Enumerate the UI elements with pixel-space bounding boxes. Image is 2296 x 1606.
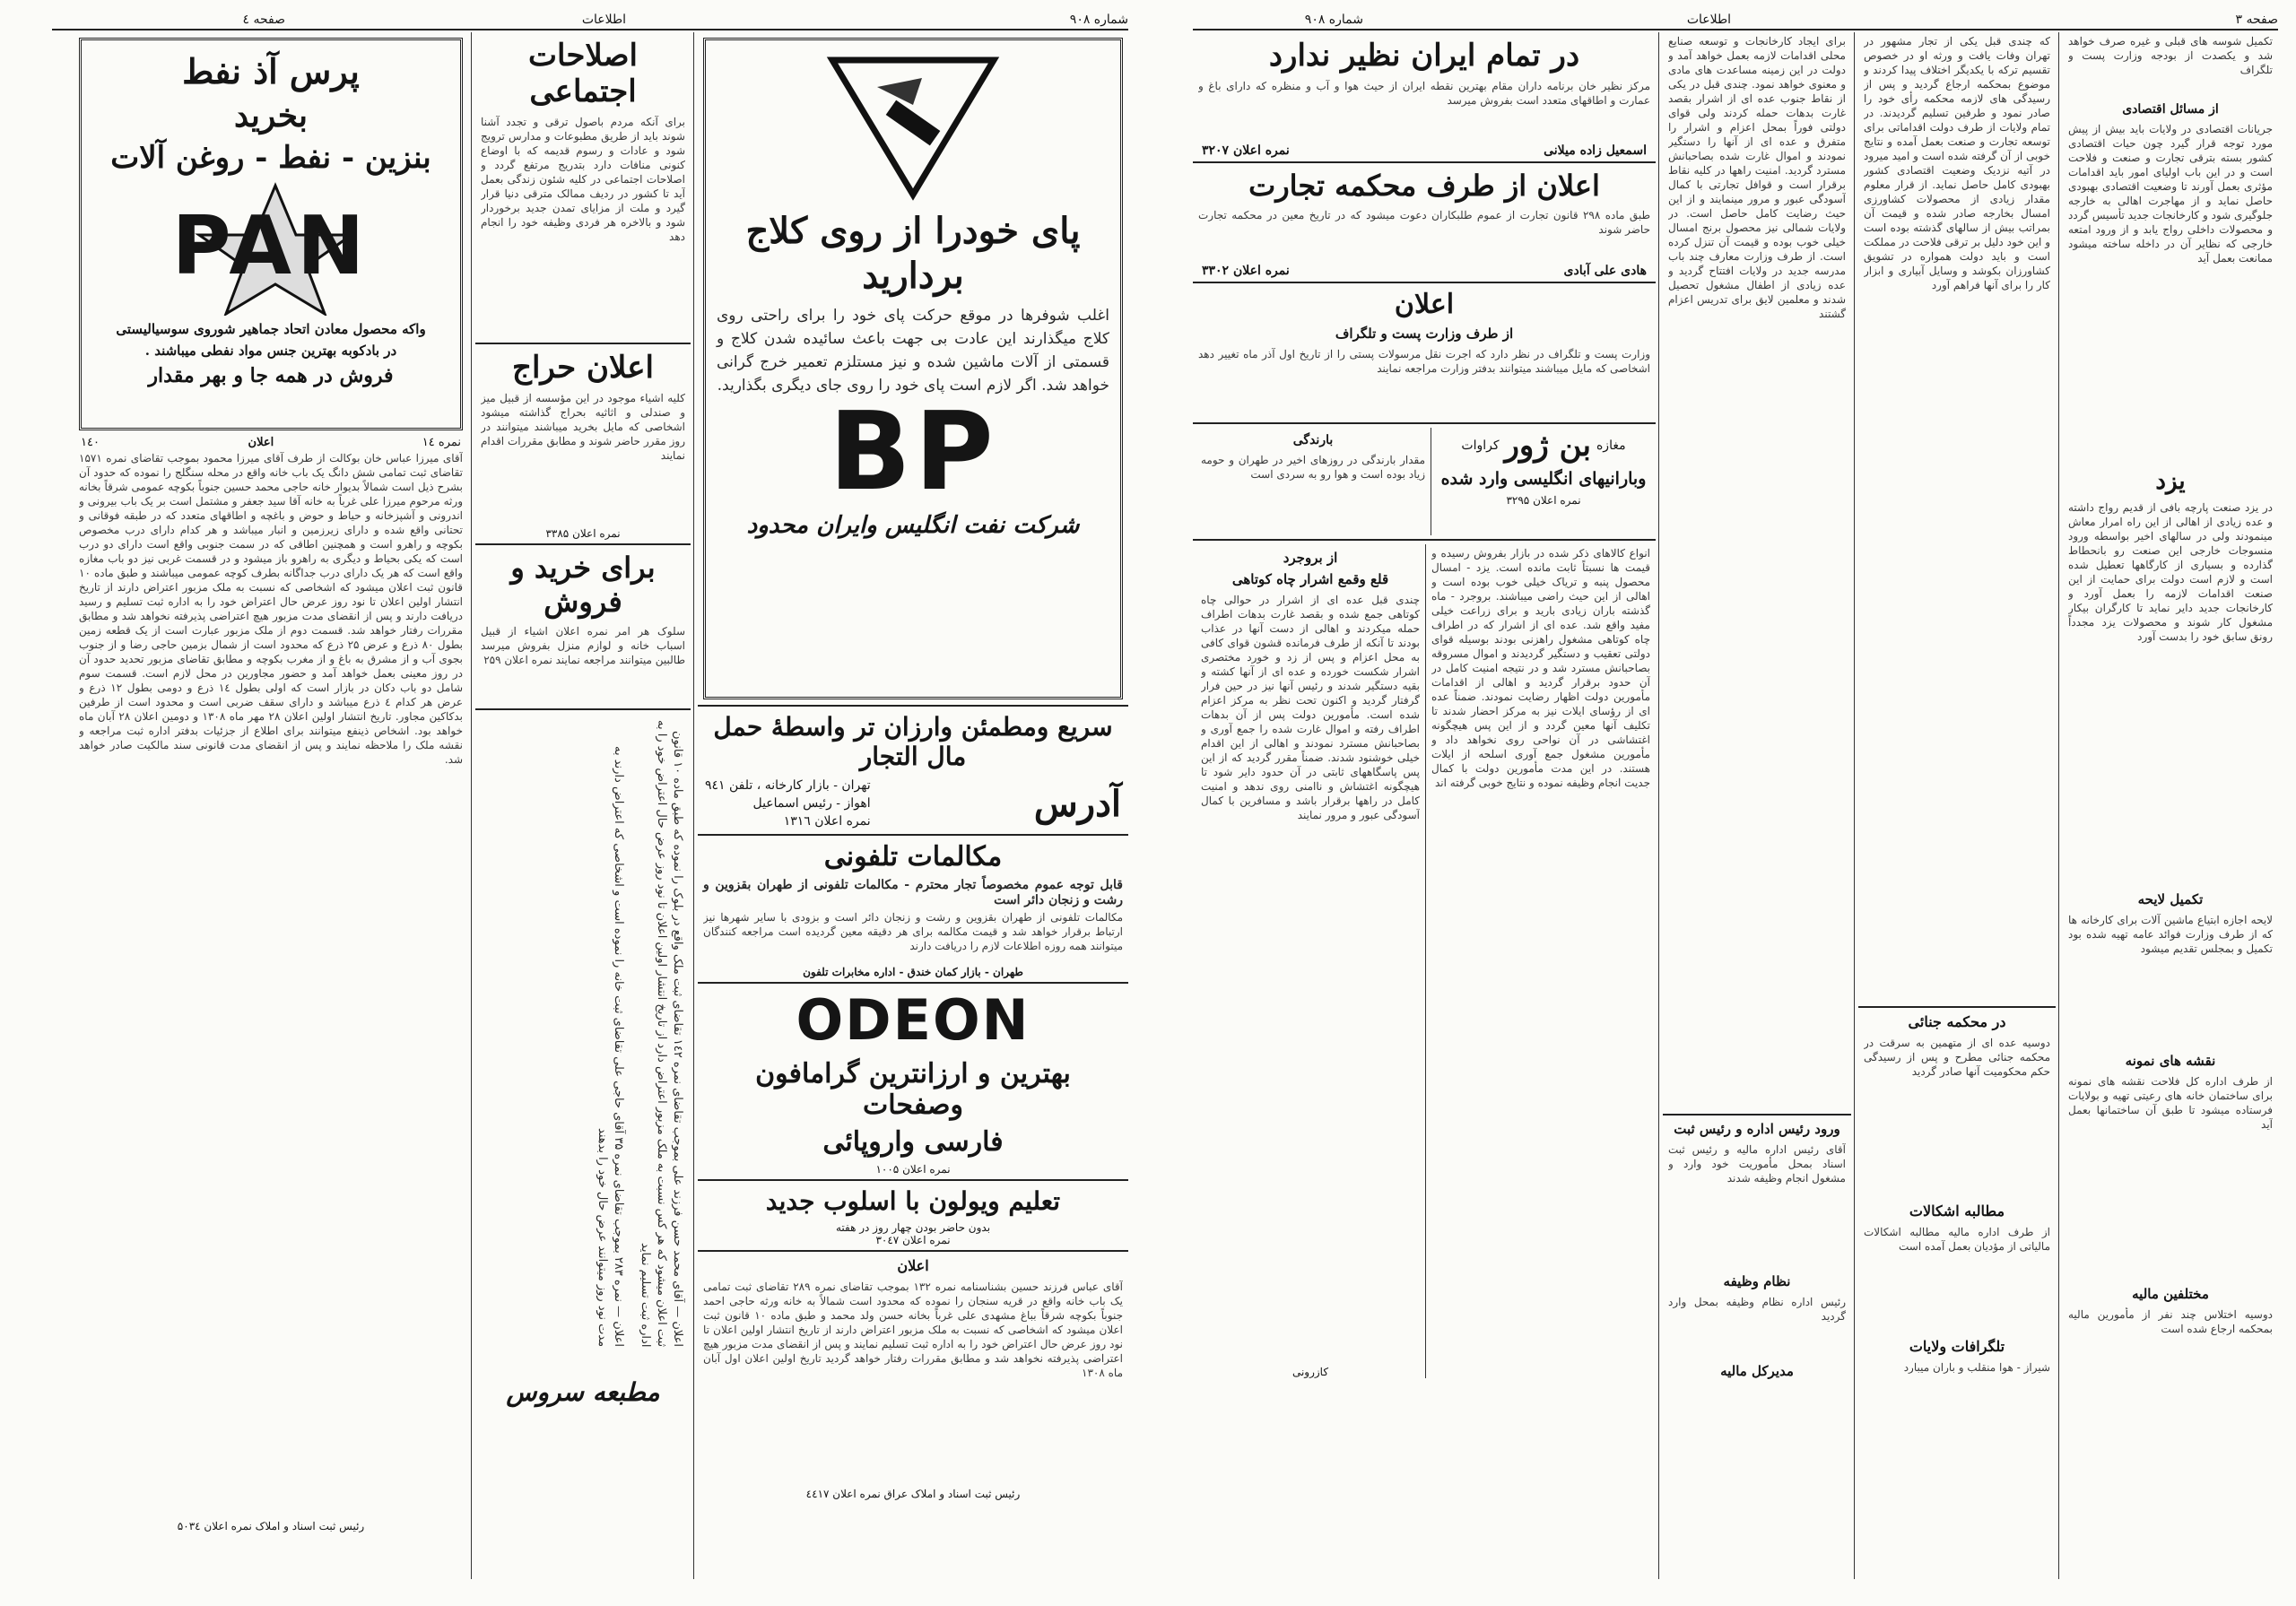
ads-column: [698, 32, 1128, 1579]
economic-sub2: نقشه های نمونه: [2125, 1053, 2216, 1069]
bp-headline: پای خودرا از روی کلاج بردارید: [745, 210, 1081, 297]
page-number: صفحه ۳: [2235, 13, 2278, 27]
economic-sub1: تکمیل لایحه: [2137, 891, 2204, 907]
court-headline: اعلان از طرف محکمه تجارت: [1248, 169, 1600, 203]
odeon-footer: نمره اعلان ۱۰۰۵: [875, 1163, 951, 1176]
violin-headline: تعلیم ویولون با اسلوب جدید: [765, 1186, 1061, 1216]
weather-title: بارندگی: [1292, 433, 1334, 447]
right-page: [1193, 13, 2278, 1579]
center-notice-footer: رئیس ثبت اسناد و املاک نمره اعلان ۵۰۳٤: [177, 1520, 365, 1532]
trade-address-label: آدرس: [1033, 782, 1121, 825]
economic-column: تکمیل شوسه های قبلی و غیره صرف خواهد شد و یکصدت از بودجه وزارت پست و تلگراف از مسائل اقتصادی جریانات اقتصادی در ولایات باید بیش از پیش مورد توجه قرار گیرد چون حیات اقتصادی کشور بسته بترقی تجارت و صنعت و فلاحت است و در این باب اولیای امور باید اقدامات مؤثری بعمل آورند تا وضعیت اقتصادی بهبودی حاصل نماید و از مهاجرت اهالی به خارجه جلوگیری شود و کارخانجات جدید تأسیس گردد و محصولات داخلی رواج یابد و از ورود امتعه خارجی که نظایر آن در داخله ساخته میشود ممانعت بعمل آید یزد در یزد صنعت پارچه بافی از قدیم رواج داشته و عده زیادی از اهالی از این راه امرار معاش مینمودند ولی در سالهای اخیر بواسطه ورود منسوجات خارجی این صنعت رو بانحطاط گذارده و بسیاری از کارگاهها تعطیل شده است و لازم است دولت برای حمایت از این صنعت اقدامات لازمه را بعمل آورد و کارخانجات جدید دایر نماید تا کارگران بیکار مشغول کار شوند و محصولات یزد مجدداً رونق سابق خود را بدست آورد تکمیل لایحه لایحه اجازه ابتیاع ماشین آلات برای کارخانه ها که از طرف وزارت فوائد عامه تهیه شده بود تکمیل و بمجلس تقدیم میشود نقشه های نمونه از طرف اداره کل فلاحت نقشه های نمونه برای ساختمان خانه های رعیتی تهیه و بولایات فرستاده میشود تا طبق آن ساختمانها بعمل آید مختلفین مالیه دوسیه اختلاس چند نفر از مأمورین مالیه بمحکمه ارجاع شده است: [2068, 35, 2273, 1335]
misc-title3: مدیرکل مالیه: [1720, 1363, 1794, 1379]
press-label: مطبعه سروس: [506, 1377, 660, 1407]
clutch-pedal-icon: [823, 51, 1003, 204]
boroujerd-sub: قلع وقمع اشرار چاه کوتاهی: [1231, 571, 1389, 587]
trade-line: اهواز - رئیس اسماعیل: [752, 796, 871, 811]
pan-line3: بنزین - نفط - روغن آلات: [110, 140, 431, 176]
phone-headline: مکالمات تلفونی: [823, 841, 1003, 872]
odeon-line1: بهترین و ارزانترین گرامافون وصفحات: [755, 1058, 1071, 1121]
bp-body: اغلب شوفرها در موقع حرکت پای خود را برای راحتی روی کلاج میگذارند این عادت بی جهت باعث سائیده شدن کلاج و قسمتی از آلات ماشین شده و نیز مستلزم تعمیر خرج گرانی خواهد شد. اگر لازم است پای خود را روی جای دیگری بگذارید.: [717, 307, 1109, 395]
court-column: که چندی قبل یکی از تجار مشهور در تهران وفات یافت و ورثه او در خصوص تقسیم ترکه با یکدیگر اختلاف پیدا کردند و موضوع بمحکمه ارجاع گردید و پس از رسیدگی های لازمه محکمه رأی خود را صادر نمود و طرفین تسلیم گردیدند. در تمام ولایات از طرف دولت اقداماتی برای توسعه تجارت و صنعت بعمل آمده و نتایج خوبی از آن گرفته شده است و امید میرود در آتیه نزدیک وضعیت اقتصادی کشور بهبودی کامل حاصل نماید. از قرار معلوم مقدار زیادی از محصولات کشاورزی امسال بخارجه صادر شده و قیمت آن بمراتب بیش از سالهای گذشته بوده است و این خود دلیل بر ترقی فلاحت در مملکت است و باید دولت همواره در تشویق کشاورزان بکوشد و وسایل آبیاری و ابزار کار را برای آنها فراهم آورد در محکمه جنائی دوسیه عده ای از متهمین به سرقت در محکمه جنائی مطرح و پس از رسیدگی حکم محکومیت آنها صادر گردید مطالبه اشکالات از طرف اداره مالیه مطالبه اشکالات مالیاتی از مؤدیان بعمل آمده است تلگرافات ولایات شیراز - هوا منقلب و باران میبارد: [1858, 32, 2056, 1579]
ties-advertisement: [1431, 428, 1656, 535]
unique-footer: نمره اعلان ۳۲۰۷: [1202, 143, 1290, 158]
phone-footer: طهران - بازار کمان خندق - اداره مخابرات تلفون: [803, 966, 1023, 978]
ties-post: کراوات: [1461, 438, 1500, 453]
notices-column: در تمام ایران نظیر ندارد مرکز نظیر خان برنامه داران مقام بهترین نقطه ایران از حیث هوا و آب و منظره که دارای باغ و عمارت و اطاقهای متعدد است بفروش میرسد اسمعیل زاده میلانی نمره اعلان ۳۲۰۷ اعلان از طرف محکمه تجارت طبق ماده ۲۹۸ قانون تجارت از عموم طلبکاران دعوت میشود که در تاریخ معین در محکمه تجارت حاضر شوند هادی علی آبادی نمره اعلان ۳۳۰۲ اعلان از طرف وزارت پست و تلگراف وزارت پست و تلگراف در نظر دارد که اجرت نقل مرسولات پستی را از تاریخ اول آذر ماه تغییر دهد اشخاصی که مایل میباشند میتوانند بدفتر وزارت مراجعه نمایند مغازه بن ژور کراوات وبارانیهای انگلیسی وارد شده نمره اعلان ۳۲۹۵ بارندگی مقدار بارندگی در روزهای اخیر در طهران و حومه زیاد بوده است و هوا رو به سردی است انواع کالاهای ذکر شده در بازار بفروش رسیده و قیمت ها نسبتاً ثابت مانده است. یزد - امسال محصول پنبه و تریاک خیلی خوب بوده است و اهالی از این حیث راضی میباشند. بروجرد - ماه گذشته باران زیادی بارید و برای زراعت خیلی مفید واقع شد. عده ای از اشرار که در اطراف چاه کوتاهی مشغول راهزنی بودند بوسیله قوای دولتی تعقیب و دستگیر گردیدند و اموال مسروقه بصاحبانش مسترد شد و در نتیجه امنیت کامل در آن حدود برقرار گردید و اهالی از اقدامات مأمورین دولت اظهار رضایت نمودند. ضمناً عده ای از رؤسای ایلات نیز به مرکز احضار شدند تا تکلیف آنها معین گردد و از این پس هیچگونه اغتشاشی در آن نواحی روی نخواهد داد و مأمورین مشغول جمع آوری اسلحه از ایلات هستند. در این مدت مأمورین دولت با کمال جدیت انجام وظیفه نموده و نتایج خوبی گرفته اند از بروجرد قلع وقمع اشرار چاه کوتاهی چندی قبل عده ای از اشرار در حوالی چاه کوتاهی جمع شده و بقصد غارت بدهات اطراف حمله میکردند و اهالی از دست آنها در عذاب بودند تا آنکه از طرف فرمانده قشون قوای کافی به محل اعزام و پس از زد و خورد مختصری اشرار شکست خورده و عده ای از آنها کشته و بقیه دستگیر شدند و رئیس آنها نیز در حین فرار گرفتار گردید و اکنون تحت نظر به مرکز اعزام شده است. مأمورین دولت پس از آن بدهات اطراف رفته و اموال غارت شده را جمع آوری و بصاحبانش مسترد نمودند و اهالی از این اقدام خیلی خوشنود شدند. ضمناً مقرر گردید که از این پس پاسگاههای ثابتی در آن حدود دایر شود تا هیچگونه اغتشاش و ناامنی روی ندهد و امنیت کامل در راهها برقرار باشد و مسافرین با کمال آسودگی عبور و مرور نمایند کازرونی: [1193, 32, 1656, 1579]
trade-headline: سریع ومطمئن وارزان تر واسطهٔ حمل مال التجار: [713, 712, 1113, 771]
reform-headline: اصلاحات اجتماعی: [528, 38, 638, 109]
sale-headline: برای خرید و فروش: [510, 551, 656, 619]
violin-sub: بدون حاضر بودن چهار روز در هفته: [835, 1221, 991, 1234]
trade-line: نمره اعلان ۱۳۱٦: [783, 814, 871, 829]
odeon-advertisement: [698, 987, 1128, 1176]
auction-footer: نمره اعلان ۳۳۸۵: [545, 527, 621, 540]
vertical-notice: اعلان — نمره ۲۸۳ بموجب تقاضای نمره ۳۵ آقای حاجی علی تقاضای ثبت خانه را نموده است و اشخاصی که اعتراض دارند به مدت نود روز میتوانند عرض حال خود را بدهند: [596, 746, 625, 1347]
misc-signature: کازرونی: [1292, 1366, 1329, 1378]
pan-line1: پرس آذ نفط: [182, 51, 360, 91]
economic-sub3: مختلفین مالیه: [2132, 1286, 2209, 1302]
court-signature: هادی علی آبادی: [1563, 264, 1647, 278]
misc-title1: ورود رئیس اداره و رئیس ثبت: [1674, 1121, 1840, 1137]
court-column-title3: تلگرافات ولایات: [1909, 1338, 2005, 1355]
ties-footer: نمره اعلان ۳۲۹۵: [1506, 494, 1581, 507]
page-number: صفحه ٤: [242, 13, 285, 27]
pan-sub1: واکه محصول معادن اتحاد جماهیر شوروی سوسیالیستی: [116, 321, 426, 337]
right-folio: [1193, 13, 2278, 30]
paper-name: اطلاعات: [581, 13, 626, 27]
odeon-logo: ODEON: [796, 987, 1031, 1053]
left-page: [52, 13, 1128, 1579]
ties-pre: مغازه: [1596, 438, 1626, 453]
center-notice-title: اعلان: [248, 436, 274, 449]
bottom-notice-footer: رئیس ثبت اسناد و املاک عراق نمره اعلان ٤٤١۷: [805, 1488, 1021, 1500]
middle-column: اصلاحات اجتماعی برای آنکه مردم باصول ترقی و تجدد آشنا شوند باید از طریق مطبوعات و مدارس ترویج شود و عادات و رسوم قدیمه که با اوضاع کنونی منافات دارد بتدریج مرتفع گردد و اصلاحات اجتماعی در کلیه شئون زندگی بعمل آید تا کشور در ردیف ممالک مترقی دنیا قرار گیرد و ملت از مزایای تمدن جدید برخوردار شود و بالاخره هر فردی وظیفه خود را انجام دهد اعلان حراج کلیه اشیاء موجود در این مؤسسه از قبیل میز و صندلی و اثاثیه بحراج گذاشته میشود اشخاصی که مایل بخرید میباشند میتوانند در روز مقرر حاضر شوند و مطابق مقررات اقدام نمایند نمره اعلان ۳۳۸۵ برای خرید و فروش سلوک هر امر نمره اعلان اشیاء از قبیل اسباب خانه و لوازم منزل بفروش میرسد طالبین میتوانند مراجعه نمایند نمره اعلان ۲۵۹ اعلان — آقای محمد حسن فرزند علی بموجب تقاضای نمره ۱٤۲ تقاضای ثبت ملک واقع در بلوک را نموده که طبق ماده ۱۰ قانون ثبت اعلان میشود که هر کس نسبت به ملک مزبور اعتراض دارد از تاریخ انتشار اولین اعلان تا نود روز عرض حال اعتراض خود را به اداره ثبت تسلیم نماید اعلان — نمره ۲۸۳ بموجب تقاضای نمره ۳۵ آقای حاجی علی تقاضای ثبت خانه را نموده است و اشخاصی که اعتراض دارند به مدت نود روز میتوانند عرض حال خود را بدهند مطبعه سروس: [475, 32, 691, 1579]
post-headline: اعلان: [1394, 289, 1455, 320]
ties-line2: وبارانیهای انگلیسی وارد شده: [1440, 469, 1647, 489]
center-notice-number: نمره ۱٤: [422, 436, 461, 449]
pan-sub3: فروش در همه جا و بهر مقدار: [148, 364, 394, 387]
court-column-title2: مطالبه اشکالات: [1909, 1202, 2005, 1220]
left-folio: [52, 13, 1128, 30]
phone-advertisement: مکالمات تلفونی قابل توجه عموم مخصوصاً تجار محترم - مکالمات تلفونی از طهران بقزوین و رشت و زنجان دائر است مکالمات تلفونی از طهران بقزوین و رشت و زنجان دائر است و بزودی با سایر شهرها نیز ارتباط برقرار خواهد شد و قیمت مکالمه برای هر دقیقه معین گردیده است مراجعه کنندگان میتوانند همه روزه اطلاعات لازم را دریافت دارند طهران - بازار کمان خندق - اداره مخابرات تلفون: [698, 841, 1128, 978]
bp-advertisement: [703, 38, 1123, 699]
phone-body: قابل توجه عموم مخصوصاً تجار محترم - مکالمات تلفونی از طهران بقزوین و رشت و زنجان دائر است: [703, 878, 1123, 907]
vertical-notice: اعلان — آقای محمد حسن فرزند علی بموجب تقاضای نمره ۱٤۲ تقاضای ثبت ملک واقع در بلوک را نموده که طبق ماده ۱۰ قانون ثبت اعلان میشود که هر کس نسبت به ملک مزبور اعتراض دارد از تاریخ انتشار اولین اعلان تا نود روز عرض حال اعتراض خود را به اداره ثبت تسلیم نماید: [639, 719, 684, 1347]
issue-number: شماره ۹۰۸: [1304, 13, 1363, 27]
boroujerd-title: از بروجرد: [1283, 550, 1338, 566]
pan-advertisement: [79, 38, 463, 430]
news-column: برای ایجاد کارخانجات و توسعه صنایع محلی اقدامات لازمه بعمل خواهد آمد و دولت در این زمینه مساعدت های مادی و معنوی خواهد نمود. چندی قبل در یکی از نقاط جنوب عده ای از اشرار بقصد غارت بدهات حمله کردند ولی قوای دولتی فوراً بمحل اعزام و اشرار را متفرق و عده ای از آنها را دستگیر نمودند و اموال غارت شده بصاحبانش مسترد گردید. امنیت راهها در کلیه نقاط برقرار است و قوافل تجارتی با کمال آسودگی عبور و مرور مینمایند و از این حیث رضایت کامل حاصل است. در ولایات شمالی نیز محصول برنج امسال خیلی خوب بوده و قیمت آن تنزل کرده است. از طرف وزارت معارف چند باب مدرسه جدید در ولایات افتتاح گردید و عده زیادی از اطفال مشغول تحصیل شدند و معلمین لایق برای تدریس اعزام گشتند ورود رئیس اداره و رئیس ثبت آقای رئیس اداره مالیه و رئیس ثبت اسناد بمحل مأموریت خود وارد و مشغول انجام وظیفه شدند نظام وظیفه رئیس اداره نظام وظیفه بمحل وارد گردید مدیرکل مالیه: [1663, 32, 1851, 1579]
unique-headline: در تمام ایران نظیر ندارد: [1268, 38, 1580, 74]
bp-company: شرکت نفت انگلیس وایران محدود: [746, 512, 1080, 539]
pan-column: پرس آذ نفط بخرید بنزین - نفط - روغن آلات PAN واکه محصول معادن اتحاد جماهیر شوروی سوسیالیستی در بادکوبه بهترین جنس مواد نفطی میباشند . فروش در همه جا و بهر مقدار نمره ۱٤ اعلان ۱٤۰ آقای میرزا عباس خان بوکالت از طرف آقای میرزا محمود بموجب تقاضای نمره ۱۵۷۱ تقاضای ثبت تمامی شش دانگ یک باب خانه واقع در محله سنگلج را نموده که حدود آن بشرح ذیل است شمالاً بدیوار خانه حاجی محمد حسین جنوباً بکوچه عمومی شرقاً بخانه ورثه مرحوم میرزا علی غرباً به خانه آقا سید جعفر و مشتمل است بر یک باب بیرونی و اندرونی و آشپزخانه و حیاط و حوض و باغچه و اطاقهای متعدد که در طبقه فوقانی و تحتانی واقع شده و دارای زیرزمین و انبار میباشد و هر کدام دارای درب مخصوص بکوچه و راهرو است و همچنین اطاقی که در سمت جنوبی واقع است دارای دو درب است که یکی بحیاط و دیگری به راهرو باز میشود و در قسمت غربی نیز دو باب مغازه واقع است که هر یک دارای درب جداگانه بطرف کوچه عمومی میباشند و طبق ماده ۱۰ قانون ثبت اعلان میشود که اشخاصی که نسبت به ملک مزبور اعتراض دارند از تاریخ انتشار اولین اعلان تا نود روز عرض حال اعتراض خود را به اداره ثبت تسلیم و رسید دریافت دارند و پس از انقضای مدت مزبور هیچ اعتراضی پذیرفته نخواهد شد و مطابق مقررات رفتار خواهد شد. قسمت دوم از ملک مزبور عبارت است از یک قطعه زمین بطول ۸۰ ذرع و عرض ۲۵ ذرع که محدود است از شمال بزمین حاجی رضا و از جنوب بجوی آب و از مشرق به باغ و از مغرب بکوچه و مطابق تقاضای مزبور تحدید حدود آن در روز معینی بعمل خواهد آمد و حضور مجاورین در محل لازم است. قسمت سوم شامل دو باب دکان در بازار است که اولی بطول ۱٤ ذرع و دومی بطول ۱۲ ذرع و عرض هر کدام ٤ ذرع میباشد و دارای سقف ضربی است و محدود است از طرفین بدکاکین مجاور. تاریخ انتشار اولین اعلان ۲۸ مهر ماه ۱۳۰۸ و دومین اعلان ۲۸ آبان ماه خواهد بود. اشخاص ذینفع میتوانند برای اطلاع از جزئیات بدفتر اداره ثبت مراجعه و نقشه ملک را ملاحظه نمایند و پس از انقضای مدت قانونی سند مالکیت صادر خواهد شد. رئیس ثبت اسناد و املاک نمره اعلان ۵۰۳٤: [74, 32, 468, 1579]
economic-section: از مسائل اقتصادی: [2122, 102, 2219, 117]
unique-signature: اسمعیل زاده میلانی: [1544, 143, 1647, 158]
trade-advertisement: [698, 712, 1128, 830]
yazd-headline: یزد: [2155, 468, 2186, 495]
pan-line2: بخرید: [233, 97, 309, 135]
issue-number: شماره ۹۰۸: [1069, 13, 1128, 27]
trade-line: تهران - بازار کارخانه ، تلفن ۹٤۱: [705, 778, 871, 793]
misc-title2: نظام وظیفه: [1723, 1273, 1791, 1289]
pan-sub2: در بادکوبه بهترین جنس مواد نفطی میباشند .: [144, 343, 397, 359]
bottom-notice-title: اعلان: [897, 1257, 929, 1274]
odeon-line2: فارسی واروپائی: [822, 1126, 1004, 1158]
pan-logo: PAN: [171, 199, 370, 293]
ties-brand: بن ژور: [1504, 428, 1591, 464]
violin-advertisement: [698, 1186, 1128, 1246]
bp-logo: BP: [829, 390, 997, 515]
paper-name: اطلاعات: [1686, 13, 1731, 27]
post-sub: از طرف وزارت پست و تلگراف: [1335, 326, 1514, 342]
court-footer: نمره اعلان ۳۳۰۲: [1202, 264, 1290, 278]
auction-headline: اعلان حراج: [512, 350, 654, 386]
court-column-title1: در محکمه جنائی: [1908, 1013, 2006, 1030]
bottom-notice: اعلان آقای عباس فرزند حسین بشناسنامه نمره ۱۳۲ بموجب تقاضای نمره ۲۸۹ تقاضای ثبت تمامی یک باب خانه واقع در قریه سنجان را نموده که محدود است شمالاً به خانه ورثه حاجی احمد جنوباً بکوچه شرقاً بباغ مشهدی علی غرباً بخانه حسن ولد محمد و طبق ماده ۱۰ قانون ثبت اعلان میشود که اشخاصی که نسبت به ملک مزبور اعتراض دارند از تاریخ انتشار اولین اعلان تا نود روز عرض حال اعتراض خود را به اداره ثبت تسلیم نمایند و پس از انقضای مدت مزبور هیچ اعتراضی پذیرفته نخواهد شد و مطابق مقررات رفتار خواهد گردید تاریخ اولین اعلان اول آبان ماه ۱۳۰۸ رئیس ثبت اسناد و املاک عراق نمره اعلان ٤٤١۷: [698, 1257, 1128, 1500]
violin-footer: نمره اعلان ۳۰٤۷: [875, 1234, 951, 1246]
